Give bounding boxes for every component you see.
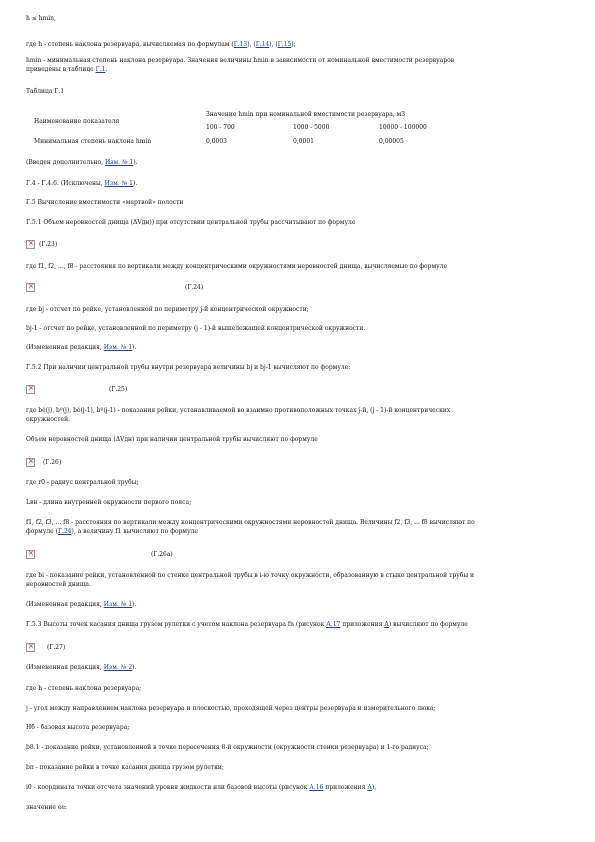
g52-paragraph: Г.5.2 При наличии центральной трубы внутри резервуара величины bj и bj-1 вычисляют по формуле: xyxy=(26,364,351,371)
link-appendix-a-1[interactable]: А xyxy=(384,621,389,628)
g53-paragraph-pre: Г.5.3 Высоты точек касания днища грузом рулетки с учетом наклона резервуара fn (рисунок xyxy=(26,621,327,628)
f8-description-cont-pre: формуле ( xyxy=(26,528,58,535)
b-description-cont: окружностей. xyxy=(26,416,71,423)
f8-description-cont xyxy=(26,528,198,536)
table-value-2: 0,0001 xyxy=(293,138,314,145)
changed-note-3: (Измененная редакция, Изм. № 2). xyxy=(26,664,137,671)
link-izm1-d[interactable]: Изм. № 1 xyxy=(103,601,133,608)
f8-description-cont-post: ), а величину f1 вычисляют по формуле xyxy=(71,528,198,535)
condition-line: h ≤ hmin, xyxy=(26,15,56,22)
broken-image-icon xyxy=(26,385,35,394)
lvn-definition: Lвн - длина внутренней окружности первого пояса; xyxy=(26,499,192,506)
bi-description-cont: неровностей днища. xyxy=(26,581,91,588)
hmin-definition: hmin - минимальная степень наклона резервуара. Значения величины hmin в зависимости от номинальной вместимости резервуаров xyxy=(26,57,455,64)
bj1-definition: bj-1 - отсчет по рейке, установленной по периметру (j - 1)-й вышележащей концентрической окружности. xyxy=(26,325,366,332)
link-izm1-b[interactable]: Изм. № 1 xyxy=(104,180,133,187)
hmin-definition-cont: приведены в таблице Г.1. xyxy=(26,66,108,73)
formula-g23-number: (Г.23) xyxy=(39,241,58,248)
h-def-2: где h - степень наклона резервуара; xyxy=(26,685,142,692)
table-title: Таблица Г.1 xyxy=(26,88,65,95)
link-a17[interactable]: А.17 xyxy=(326,621,341,628)
formula-g26-number: (Г.26) xyxy=(43,459,62,466)
f8-description: f1, f2, f3, ... f8 - расстояния по вертикали между концентрическими окружностями неровностей днища. Величины f2, f3, ... f8 вычисляют по xyxy=(26,519,475,526)
formula-g24 xyxy=(26,283,203,292)
volume-paragraph: Объем неровностей днища (ΔVдн) при наличии центральной трубы вычисляют по формуле xyxy=(26,436,318,443)
b-description: где bé(j), bº(j), bé(j-1), bº(j-1) - показания рейки, устанавливаемой во взаимно противоположных точках j-й, (j - 1)-й концентрических xyxy=(26,407,451,414)
changed-note-1: (Измененная редакция, Изм. № 1). xyxy=(26,344,137,351)
link-a16[interactable]: А.16 xyxy=(309,784,324,791)
link-g15[interactable]: Г.15 xyxy=(277,41,292,48)
g53-paragraph-mid: приложения xyxy=(340,621,385,628)
hmin-definition-cont-text: приведены в таблице xyxy=(26,66,96,73)
broken-image-icon xyxy=(26,458,35,467)
changed-note-2: (Измененная редакция, Изм. № 1). xyxy=(26,601,137,608)
formula-g26 xyxy=(26,458,61,467)
f-description: где f1, f2, ..., f8 - расстояния по вертикали между концентрическими окружностями неровностей днища, вычисляемые по формуле xyxy=(26,263,448,270)
g53-paragraph xyxy=(26,621,468,629)
changed-note-text: (Измененная редакция, xyxy=(26,601,104,608)
h-definition-text: где h - степень наклона резервуара, вычисляемая по формулам ( xyxy=(26,41,234,48)
broken-image-icon xyxy=(26,283,35,292)
excluded-note: Г.4 - Г.4.6. (Исключены, Изм. № 1). xyxy=(26,180,138,187)
link-table-g1[interactable]: Г.1 xyxy=(95,66,106,73)
added-note-text: (Введен дополнительно, xyxy=(26,159,105,166)
i0-definition-mid: приложения xyxy=(323,784,368,791)
table-span-header: Значение hmin при номинальной вместимости резервуара, м3 xyxy=(206,111,406,118)
bj-definition: где bj - отсчет по рейке, установленной по периметру j-й концентрической окружности; xyxy=(26,306,309,313)
table-range-2: 1000 - 5000 xyxy=(293,124,330,131)
bi-description: где bi - показание рейки, установленной по стенке центральной трубы в i-ю точку окружности, образованную в стыке центральной трубы и xyxy=(26,572,475,579)
formula-g27 xyxy=(26,643,65,652)
link-appendix-a-2[interactable]: А xyxy=(367,784,372,791)
hb-definition: Hб - базовая высота резервуара; xyxy=(26,724,130,731)
formula-g27-number: (Г.27) xyxy=(47,644,66,651)
phi-definition: j - угол между направлением наклона резервуара и плоскостью, проходящей через центры резервуара и измерительного люка; xyxy=(26,705,436,712)
link-g13[interactable]: Г.13 xyxy=(233,41,248,48)
table-range-3: 10000 - 100000 xyxy=(379,124,427,131)
i0-definition-post: ), xyxy=(371,784,377,791)
table-col-header: Наименование показателя xyxy=(34,118,120,125)
link-izm2[interactable]: Изм. № 2 xyxy=(103,664,133,671)
table-range-1: 100 - 700 xyxy=(206,124,235,131)
section-g5-heading: Г.5 Вычисление вместимости «мертвой» полости xyxy=(26,199,184,206)
i0-definition xyxy=(26,784,376,792)
i0-definition-pre: i0 - координата точки отсчета значений уровня жидкости или базовой высоты (рисунок xyxy=(26,784,310,791)
excluded-note-text: Г.4 - Г.4.6. (Исключены, xyxy=(26,180,105,187)
r0-definition: где r0 - радиус центральной трубы; xyxy=(26,479,139,486)
formula-g26a-number: (Г.26а) xyxy=(151,551,173,558)
value-line: значение ее: xyxy=(26,804,67,811)
formula-g24-number: (Г.24) xyxy=(185,284,204,291)
bp-definition: bп - показание рейки в точке касания днища грузом рулетки; xyxy=(26,764,224,771)
h-definition: где h - степень наклона резервуара, вычисляемая по формулам (Г.13), (Г.14), (Г.15); xyxy=(26,41,296,48)
formula-g26a xyxy=(26,550,173,559)
broken-image-icon xyxy=(26,550,35,559)
added-note: (Введен дополнительно, Изм. № 1). xyxy=(26,159,138,166)
changed-note-text: (Измененная редакция, xyxy=(26,664,104,671)
table-value-3: 0,00005 xyxy=(379,138,404,145)
link-g24[interactable]: Г.24 xyxy=(57,528,72,535)
b81-definition: b8.1 - показание рейки, установленной в точке пересечения 8-й окружности (окружности стенки резервуара) и 1-го радиуса; xyxy=(26,744,429,751)
formula-g25 xyxy=(26,385,127,394)
changed-note-text: (Измененная редакция, xyxy=(26,344,104,351)
table-value-1: 0,0003 xyxy=(206,138,227,145)
link-g14[interactable]: Г.14 xyxy=(255,41,270,48)
g53-paragraph-post: ) вычисляют по формуле xyxy=(388,621,468,628)
link-izm1-a[interactable]: Изм. № 1 xyxy=(104,159,134,166)
formula-g25-number: (Г.25) xyxy=(109,386,128,393)
link-izm1-c[interactable]: Изм. № 1 xyxy=(103,344,133,351)
broken-image-icon xyxy=(26,240,35,249)
formula-g23 xyxy=(26,240,57,249)
table-row-label: Минимальная степень наклона hmin xyxy=(34,138,152,145)
broken-image-icon xyxy=(26,643,35,652)
g51-paragraph: Г.5.1 Объем неровностей днища (ΔVдн)) при отсутствии центральной трубы рассчитывают по формуле xyxy=(26,219,356,226)
